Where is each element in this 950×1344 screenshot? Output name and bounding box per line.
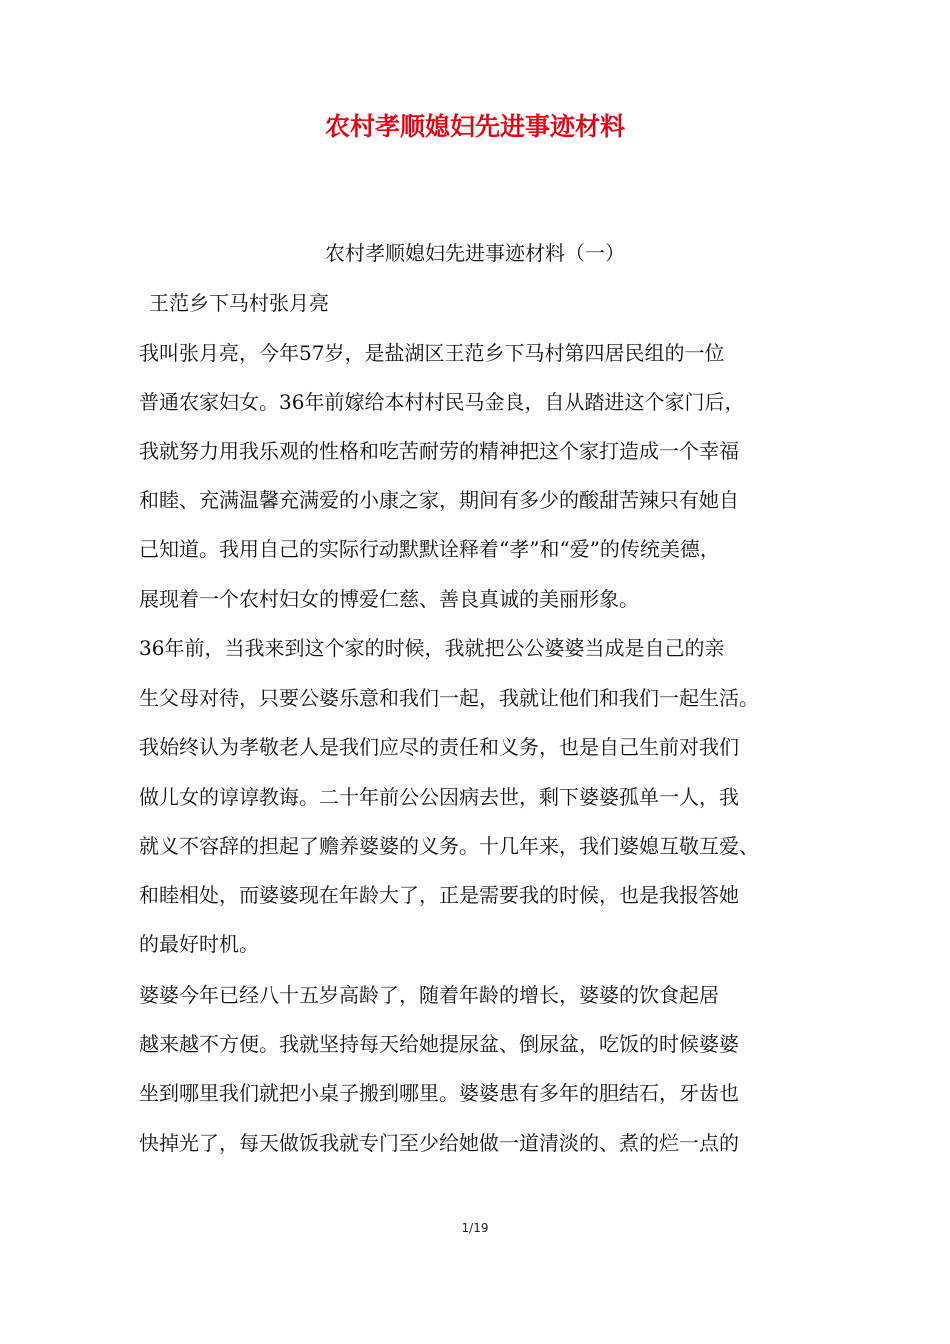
text-line: 生父母对待，只要公婆乐意和我们一起，我就让他们和我们一起生活。 xyxy=(139,686,759,710)
text-line: 普通农家妇女。36年前嫁给本村村民马金良，自从踏进这个家门后， xyxy=(139,390,745,414)
text-line: 婆婆今年已经八十五岁高龄了，随着年龄的增长，婆婆的饮食起居 xyxy=(139,983,719,1007)
text-line: 我叫张月亮，今年57岁，是盐湖区王范乡下马村第四居民组的一位 xyxy=(139,341,725,365)
section-title: 农村孝顺媳妇先进事迹材料（一） xyxy=(325,241,625,265)
text-line: 我就努力用我乐观的性格和吃苦耐劳的精神把这个家打造成一个幸福 xyxy=(139,439,739,463)
text-line: 和睦相处，而婆婆现在年龄大了，正是需要我的时候，也是我报答她 xyxy=(139,883,739,907)
text-line: 己知道。我用自己的实际行动默默诠释着“孝”和“爱”的传统美德， xyxy=(139,537,720,561)
text-line: 和睦、充满温馨充满爱的小康之家，期间有多少的酸甜苦辣只有她自 xyxy=(139,488,739,512)
text-line: 展现着一个农村妇女的博爱仁慈、善良真诚的美丽形象。 xyxy=(139,587,639,611)
text-line: 就义不容辞的担起了赡养婆婆的义务。十几年来，我们婆媳互敬互爱、 xyxy=(139,834,759,858)
author-byline: 王范乡下马村张月亮 xyxy=(149,291,329,315)
text-line: 越来越不方便。我就坚持每天给她提尿盆、倒尿盆，吃饭的时候婆婆 xyxy=(139,1032,739,1056)
text-line: 快掉光了，每天做饭我就专门至少给她做一道清淡的、煮的烂一点的 xyxy=(139,1131,739,1155)
text-line: 坐到哪里我们就把小桌子搬到哪里。婆婆患有多年的胆结石，牙齿也 xyxy=(139,1081,739,1105)
document-title: 农村孝顺媳妇先进事迹材料 xyxy=(324,112,625,141)
page-number: 1/19 xyxy=(461,1221,489,1235)
text-line: 做儿女的谆谆教诲。二十年前公公因病去世，剩下婆婆孤单一人，我 xyxy=(139,785,739,809)
text-line: 我始终认为孝敬老人是我们应尽的责任和义务，也是自己生前对我们 xyxy=(139,735,739,759)
text-line: 36年前，当我来到这个家的时候，我就把公公婆婆当成是自己的亲 xyxy=(139,636,725,660)
text-line: 的最好时机。 xyxy=(139,932,259,956)
